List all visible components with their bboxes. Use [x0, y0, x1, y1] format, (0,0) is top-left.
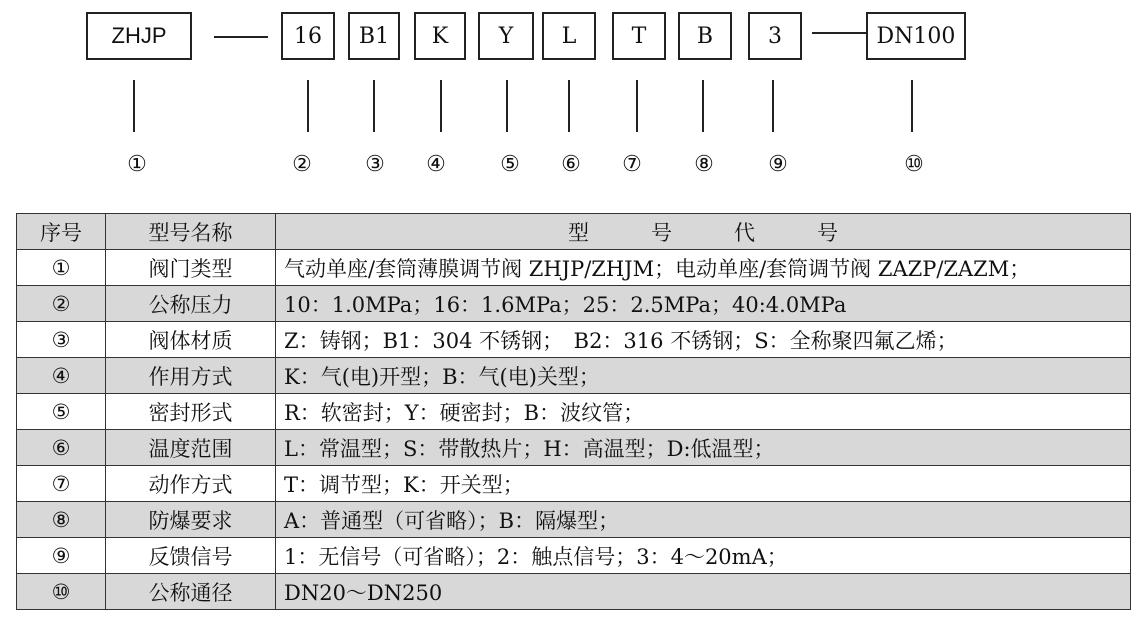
marker-9: ⑨ [768, 152, 788, 177]
header-serial: 序号 [17, 214, 106, 250]
row-number: ⑧ [17, 502, 106, 538]
table-row [17, 430, 1131, 466]
table-row [17, 250, 1131, 286]
row-number: ⑥ [17, 430, 106, 466]
row-code: Z：铸钢；B1：304 不锈钢； B2：316 不锈钢；S：全称聚四氟乙烯； [276, 322, 1131, 358]
row-code: T：调节型；K：开关型； [276, 466, 1131, 502]
marker-10: ⑩ [904, 152, 924, 177]
row-number: ④ [17, 358, 106, 394]
leader-line [373, 80, 375, 132]
row-name: 反馈信号 [106, 538, 276, 574]
code-box-seal: Y [478, 12, 534, 60]
table-row [17, 322, 1131, 358]
leader-line [133, 80, 135, 132]
marker-2: ② [292, 152, 312, 177]
row-code: 1：无信号（可省略）；2：触点信号；3：4～20mA； [276, 538, 1131, 574]
table-row [17, 574, 1131, 610]
table-row [17, 286, 1131, 322]
leader-line [568, 80, 570, 132]
model-spec-table [16, 213, 1131, 610]
row-number: ③ [17, 322, 106, 358]
code-box-feedback: 3 [748, 12, 802, 60]
table-header-row [17, 214, 1131, 250]
table-row [17, 502, 1131, 538]
row-name: 防爆要求 [106, 502, 276, 538]
row-number: ① [17, 250, 106, 286]
row-name: 阀门类型 [106, 250, 276, 286]
row-code: DN20～DN250 [276, 574, 1131, 610]
code-box-explosion: B [678, 12, 732, 60]
code-box-series: ZHJP [86, 12, 192, 60]
row-name: 阀体材质 [106, 322, 276, 358]
leader-line [702, 80, 704, 132]
row-name: 公称通径 [106, 574, 276, 610]
row-name: 公称压力 [106, 286, 276, 322]
leader-line [636, 80, 638, 132]
table-row [17, 358, 1131, 394]
row-code: K：气(电)开型；B：气(电)关型； [276, 358, 1131, 394]
row-name: 密封形式 [106, 394, 276, 430]
code-box-diameter: DN100 [866, 12, 966, 60]
marker-6: ⑥ [561, 152, 581, 177]
row-code: R：软密封；Y：硬密封；B：波纹管； [276, 394, 1131, 430]
marker-3: ③ [365, 152, 385, 177]
leader-line [911, 80, 913, 132]
row-number: ⑦ [17, 466, 106, 502]
row-code: A：普通型（可省略）；B：隔爆型； [276, 502, 1131, 538]
row-name: 作用方式 [106, 358, 276, 394]
row-number: ⑩ [17, 574, 106, 610]
row-name: 温度范围 [106, 430, 276, 466]
row-number: ② [17, 286, 106, 322]
leader-line [440, 80, 442, 132]
code-box-material: B1 [348, 12, 400, 60]
marker-8: ⑧ [694, 152, 714, 177]
header-model-name: 型号名称 [106, 214, 276, 250]
marker-7: ⑦ [622, 152, 642, 177]
code-box-action: K [414, 12, 466, 60]
leader-line [307, 80, 309, 132]
row-code: 10：1.0MPa；16：1.6MPa；25：2.5MPa；40:4.0MPa [276, 286, 1131, 322]
marker-1: ① [127, 152, 147, 177]
code-box-operation: T [612, 12, 666, 60]
row-number: ⑤ [17, 394, 106, 430]
connector-line [214, 36, 268, 38]
leader-line [506, 80, 508, 132]
marker-5: ⑤ [500, 152, 520, 177]
marker-4: ④ [426, 152, 446, 177]
table-row [17, 466, 1131, 502]
row-code: 气动单座/套筒薄膜调节阀 ZHJP/ZHJM；电动单座/套筒调节阀 ZAZP/ZAZM； [276, 250, 1131, 286]
code-box-temperature: L [542, 12, 596, 60]
table-row [17, 538, 1131, 574]
header-model-code [276, 214, 1131, 250]
row-number: ⑨ [17, 538, 106, 574]
header-model-code-text: 型号代号 [568, 220, 900, 245]
connector-line [812, 32, 866, 34]
code-box-pressure: 16 [281, 12, 335, 60]
table-row [17, 394, 1131, 430]
leader-line [772, 80, 774, 132]
row-name: 动作方式 [106, 466, 276, 502]
row-code: L：常温型；S：带散热片；H：高温型；D:低温型； [276, 430, 1131, 466]
